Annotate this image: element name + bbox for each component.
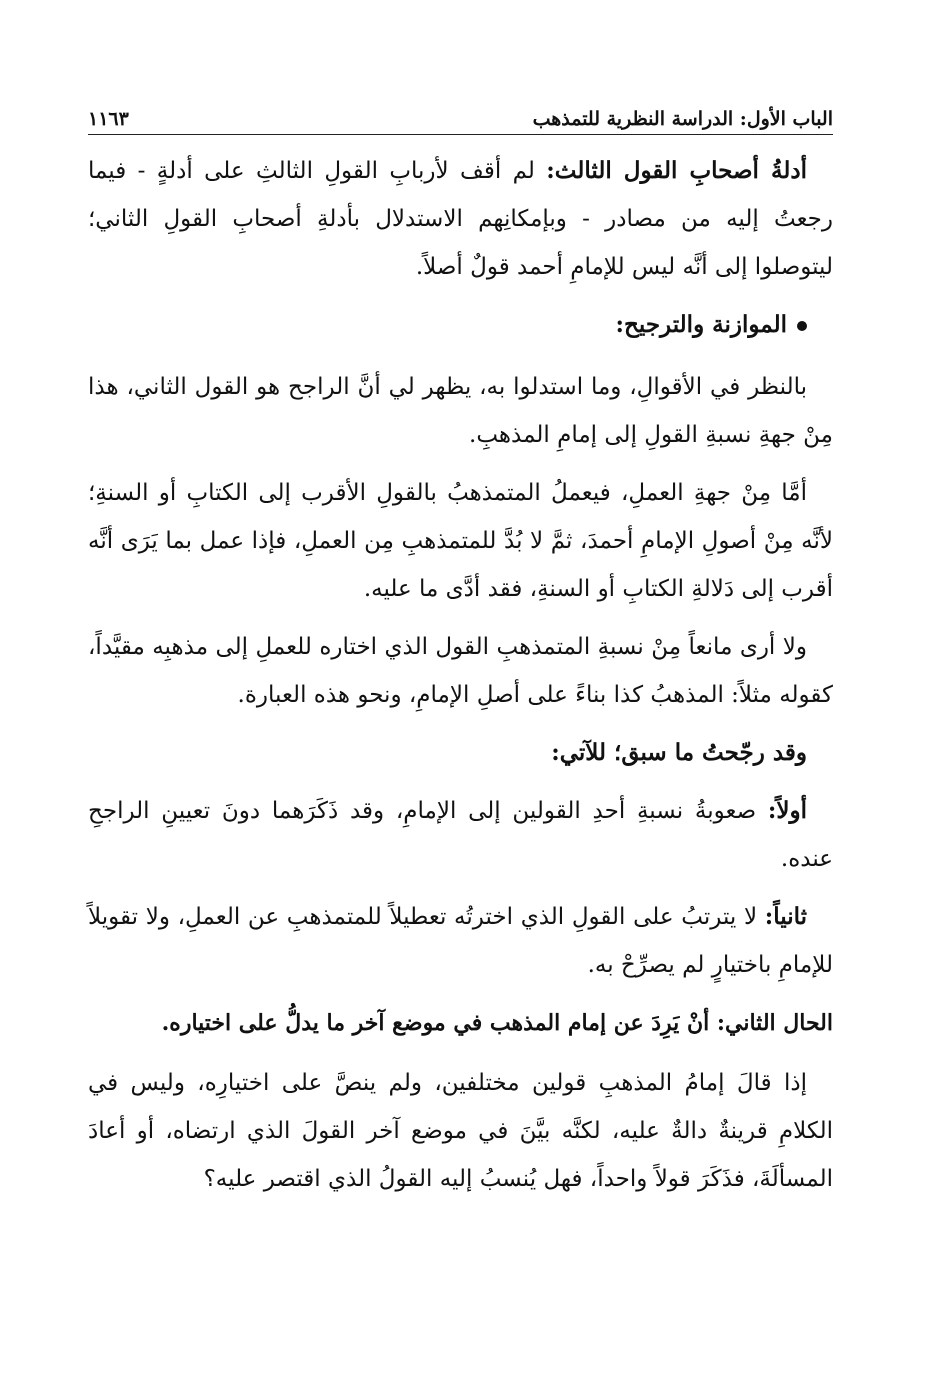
page-number: ١١٦٣ — [88, 108, 129, 130]
chapter-title: الباب الأول: الدراسة النظرية للتمذهب — [532, 108, 833, 130]
subheading-weighing — [88, 301, 833, 349]
paragraph-reason-second — [88, 893, 833, 989]
paragraph-third-opinion — [88, 147, 833, 291]
paragraph: أمَّا مِنْ جهةِ العملِ، فيعملُ المتمذهبُ بالقولِ الأقرب إلى الكتابِ أو السنةِ؛ لأنَّه مِنْ أصولِ الإمامِ أحمدَ، ثمَّ لا بُدَّ للمتمذهبِ مِن العملِ، فإذا عمل بما يَرَى أنَّه أقرب إلى دَلالةِ الكتابِ أو السنةِ، فقد أدَّى ما عليه. — [88, 480, 834, 602]
paragraph-reason-first — [88, 787, 833, 883]
paragraph-lead: أدلةُ أصحابِ القول الثالث: — [546, 157, 807, 184]
document-page — [88, 92, 833, 1359]
running-head — [88, 92, 833, 135]
paragraph-text: لم أقف لأربابِ القولِ الثالثِ على أدلةٍ - فيما رجعتُ إليه من مصادر - وبإمكانِهم الاستدلال بأدلةِ أصحابِ القولِ الثاني؛ ليتوصلوا إلى أنَّه ليس للإمامِ أحمد قولٌ أصلاً. — [88, 158, 833, 280]
paragraph: إذا قالَ إمامُ المذهبِ قولين مختلفين، ولم ينصَّ على اختيارِه، وليس في الكلامِ قرينةٌ دالةٌ عليه، لكنَّه بيَّنَ في موضع آخر القولَ الذي ارتضاه، أو أعادَ المسألَةَ، فذَكَرَ قولاً واحداً، فهل يُنسبُ إليه القولُ الذي اقتصر عليه؟ — [88, 1070, 833, 1192]
section-heading-second-case: الحال الثاني: أنْ يَرِدَ عن إمام المذهب في موضع آخر ما يدلُّ على اختياره. — [161, 1010, 833, 1036]
paragraph: بالنظر في الأقوالِ، وما استدلوا به، يظهر لي أنَّ الراجح هو القول الثاني، هذا مِنْ جهةِ نسبةِ القولِ إلى إمامِ المذهبِ. — [88, 374, 833, 448]
paragraph-text: لا يترتبُ على القولِ الذي اخترتُه تعطيلاً للمتمذهبِ عن العملِ، ولا تقويلاً للإمامِ باختيارٍ لم يصرِّحْ به. — [88, 904, 833, 978]
paragraph-reasons-intro: وقد رجّحتُ ما سبق؛ للآتي: — [551, 739, 807, 766]
bullet-icon — [797, 321, 807, 331]
subheading-text: الموازنة والترجيح: — [615, 311, 787, 338]
paragraph-text: صعوبةُ نسبةِ أحدِ القولين إلى الإمامِ، وقد ذَكَرَهما دونَ تعيينِ الراجحِ عنده. — [88, 798, 833, 872]
paragraph-lead: أولاً: — [767, 797, 807, 824]
main-text — [88, 147, 833, 1203]
paragraph: ولا أرى مانعاً مِنْ نسبةِ المتمذهبِ القول الذي اختاره للعملِ إلى مذهبِه مقيَّداً، كقوله مثلاً: المذهبُ كذا بناءً على أصلِ الإمامِ، ونحو هذه العبارة. — [88, 634, 833, 708]
paragraph-lead: ثانياً: — [764, 903, 807, 930]
